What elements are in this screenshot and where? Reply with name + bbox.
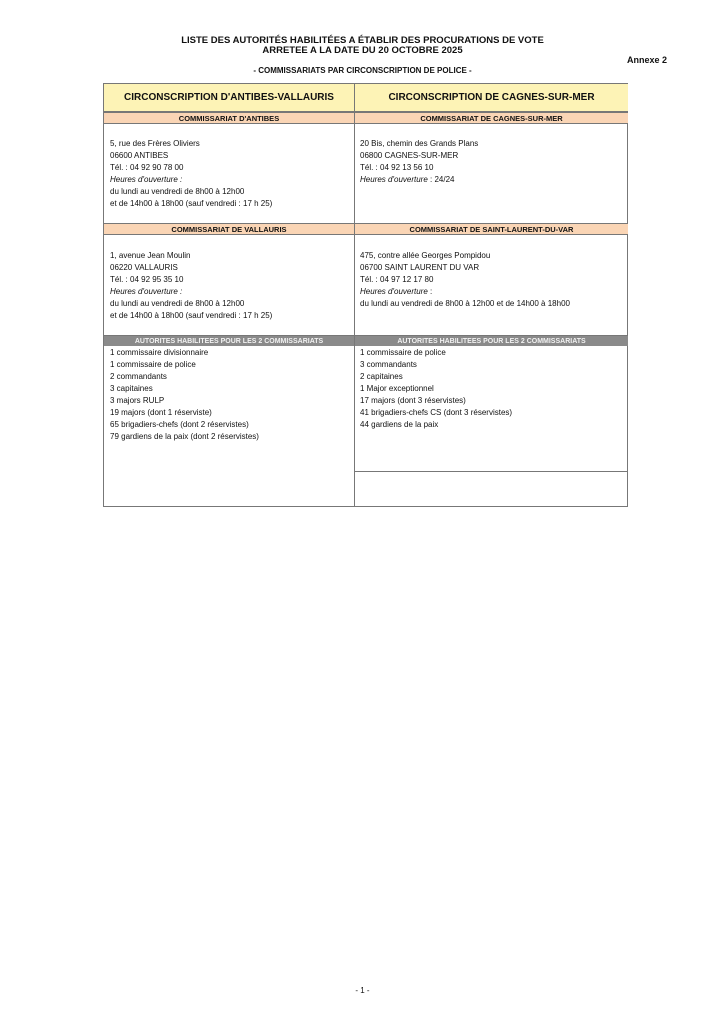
city-line: 06800 CAGNES-SUR-MER: [360, 151, 459, 160]
hours-colon: :: [427, 287, 433, 296]
commissariats-table: [103, 83, 628, 507]
annexe-label: Annexe 2: [626, 55, 667, 65]
commissariat-info-vallauris: [110, 250, 272, 322]
address-line: 1, avenue Jean Moulin: [110, 251, 191, 260]
hours-line: et de 14h00 à 18h00 (sauf vendredi : 17 h 25): [110, 311, 273, 320]
list-item: 19 majors (dont 1 réserviste): [110, 408, 212, 417]
autorites-list-right: [360, 347, 512, 431]
city-line: 06700 SAINT LAURENT DU VAR: [360, 263, 480, 272]
commissariat-info-antibes: [110, 138, 272, 210]
list-item: 1 commissaire de police: [110, 360, 196, 369]
commissariat-header-vallauris: COMMISSARIAT DE VALLAURIS: [104, 223, 354, 235]
list-item: 3 majors RULP: [110, 396, 165, 405]
hours-line: [360, 174, 478, 186]
commissariat-info-cagnes: [360, 138, 478, 186]
column-divider: [354, 84, 355, 461]
list-item: 3 capitaines: [110, 384, 153, 393]
hours-line: et de 14h00 à 18h00 (sauf vendredi : 17 h 25): [110, 199, 273, 208]
list-item: 2 capitaines: [360, 372, 403, 381]
city-line: 06220 VALLAURIS: [110, 263, 178, 272]
list-item: 1 commissaire divisionnaire: [110, 348, 209, 357]
row-divider: [355, 471, 628, 472]
commissariat-header-antibes: COMMISSARIAT D'ANTIBES: [104, 112, 354, 124]
hours-label: Heures d'ouverture: [360, 287, 428, 296]
hours-label: Heures d'ouverture :: [110, 175, 183, 184]
document-title: [0, 36, 725, 56]
hours-value: : 24/24: [427, 175, 455, 184]
list-item: 1 commissaire de police: [360, 348, 446, 357]
list-item: 41 brigadiers-chefs CS (dont 3 réservistes): [360, 408, 513, 417]
column-divider-bottom: [354, 461, 355, 507]
hours-line: du lundi au vendredi de 8h00 à 12h00: [110, 299, 245, 308]
page-number: - 1 -: [355, 986, 370, 995]
circonscription-header-cagnes: CIRCONSCRIPTION DE CAGNES-SUR-MER: [355, 84, 628, 112]
hours-line: du lundi au vendredi de 8h00 à 12h00: [110, 187, 245, 196]
circonscription-header-antibes: CIRCONSCRIPTION D'ANTIBES-VALLAURIS: [104, 84, 354, 112]
list-item: 1 Major exceptionnel: [360, 384, 434, 393]
phone-line: Tél. : 04 92 95 35 10: [110, 275, 184, 284]
address-line: 20 Bis, chemin des Grands Plans: [360, 139, 479, 148]
commissariat-header-saint-laurent: COMMISSARIAT DE SAINT-LAURENT-DU-VAR: [355, 223, 628, 235]
commissariat-header-cagnes: COMMISSARIAT DE CAGNES-SUR-MER: [355, 112, 628, 124]
title-line-1: LISTE DES AUTORITÉS HABILITÉES A ÉTABLIR DES PROCURATIONS DE VOTE: [181, 35, 544, 46]
hours-line: du lundi au vendredi de 8h00 à 12h00 et de 14h00 à 18h00: [360, 299, 570, 308]
list-item: 44 gardiens de la paix: [360, 420, 439, 429]
list-item: 3 commandants: [360, 360, 417, 369]
phone-line: Tél. : 04 92 13 56 10: [360, 163, 434, 172]
document-subtitle: - COMMISSARIATS PAR CIRCONSCRIPTION DE POLICE -: [253, 66, 472, 75]
title-line-2: ARRETEE A LA DATE DU 20 OCTOBRE 2025: [262, 45, 463, 56]
list-item: 17 majors (dont 3 réservistes): [360, 396, 466, 405]
address-line: 475, contre allée Georges Pompidou: [360, 251, 491, 260]
autorites-header-left: AUTORITES HABILITEES POUR LES 2 COMMISSARIATS: [104, 335, 354, 346]
list-item: 2 commandants: [110, 372, 167, 381]
list-item: 79 gardiens de la paix (dont 2 réservistes): [110, 432, 259, 441]
hours-label: Heures d'ouverture :: [110, 287, 183, 296]
address-line: 5, rue des Frères Oliviers: [110, 139, 200, 148]
phone-line: Tél. : 04 97 12 17 80: [360, 275, 434, 284]
city-line: 06600 ANTIBES: [110, 151, 169, 160]
autorites-header-right: AUTORITES HABILITEES POUR LES 2 COMMISSARIATS: [355, 335, 628, 346]
commissariat-info-saint-laurent: [360, 250, 570, 310]
phone-line: Tél. : 04 92 90 78 00: [110, 163, 184, 172]
autorites-list-left: [110, 347, 259, 443]
list-item: 65 brigadiers-chefs (dont 2 réservistes): [110, 420, 249, 429]
hours-label: Heures d'ouverture: [360, 175, 428, 184]
hours-line: [360, 286, 570, 298]
